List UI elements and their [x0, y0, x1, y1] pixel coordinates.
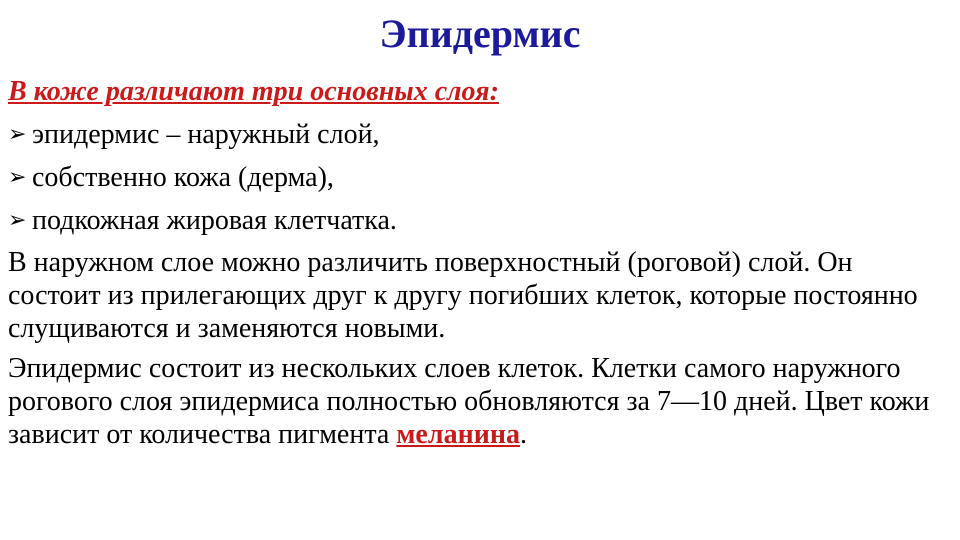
paragraph-outer-layer: В наружном слое можно различить поверхностный (роговой) слой. Он состоит из прилегающих друг к другу погибших клеток, которые постоянно слущиваются и заменяются новыми. [8, 247, 918, 344]
slide-body [8, 74, 952, 458]
paragraph-epidermis [8, 352, 952, 451]
melanin-highlight: меланина [396, 419, 520, 450]
arrow-bullet-icon: ➢ [8, 208, 27, 233]
bullet-item [8, 160, 952, 196]
arrow-bullet-icon: ➢ [8, 122, 27, 147]
bullet-text: подкожная жировая клетчатка. [32, 205, 397, 236]
bullet-text: собственно кожа (дерма), [32, 162, 334, 193]
arrow-bullet-icon: ➢ [8, 165, 27, 190]
bullet-item [8, 117, 952, 153]
paragraph-epidermis-end: . [519, 419, 527, 450]
bullet-item [8, 203, 952, 239]
paragraph-epidermis-text: Эпидермис состоит из нескольких слоев клеток. Клетки самого наружного рогового слоя эпидермиса полностью обновляются за 7—10 дней. Цвет кожи зависит от количества пигмента [8, 353, 930, 450]
bullet-text: эпидермис – наружный слой, [32, 119, 380, 150]
slide-title: Эпидермис [379, 11, 581, 56]
intro-heading: В коже различают три основных слоя: [8, 76, 499, 107]
